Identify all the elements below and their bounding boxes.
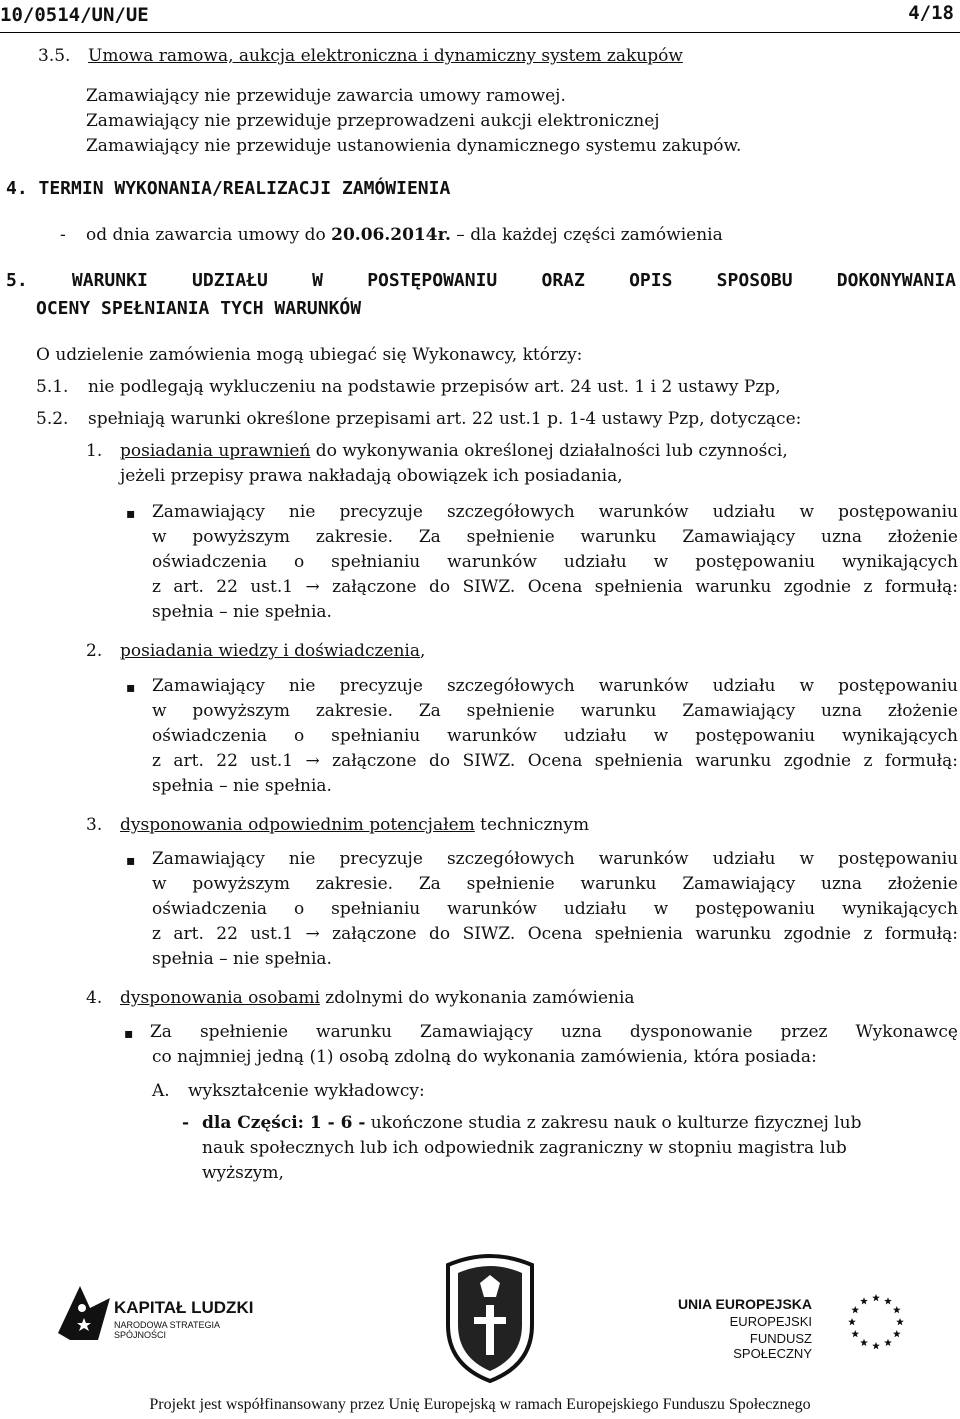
cond-4-underlined: dysponowania osobami xyxy=(120,988,320,1008)
cond-3-underlined: dysponowania odpowiednim potencjałem xyxy=(120,815,475,835)
cond-1-line-2: jeżeli przepisy prawa nakładają obowiązek ich posiadania, xyxy=(120,466,623,486)
kapital-ludzki-logo xyxy=(50,1278,270,1348)
d-dash: - xyxy=(182,1113,190,1133)
p1-line-3: oświadczenia o spełnianiu warunków udziału w postępowaniu wynikających xyxy=(152,552,958,572)
section-5-heading-line-1: 5. WARUNKI UDZIAŁU W POSTĘPOWANIU ORAZ OPIS SPOSOBU DOKONYWANIA xyxy=(6,270,956,291)
eu-star-icon xyxy=(872,1294,880,1301)
eu-star-icon xyxy=(851,1306,859,1313)
page-number: 4/18 xyxy=(908,2,954,24)
eu-star-icon xyxy=(893,1330,901,1337)
section-4-dash: - xyxy=(60,225,66,245)
eu-star-icon xyxy=(860,1297,868,1304)
term-text: od dnia zawarcia umowy do xyxy=(86,225,332,245)
p2-line-2: w powyższym zakresie. Za spełnienie warunku Zamawiający uzna złożenie xyxy=(152,701,958,721)
kapital-ludzki-emblem-icon xyxy=(50,1278,120,1348)
cond-2-underlined: posiadania wiedzy i doświadczenia xyxy=(120,641,420,661)
s35-line-1: Zamawiający nie przewiduje zawarcia umowy ramowej. xyxy=(86,86,566,106)
cond-3-text xyxy=(120,815,589,835)
p2-line-5: spełnia – nie spełnia. xyxy=(152,776,332,796)
cond-3-number: 3. xyxy=(86,815,103,835)
p2-line-3: oświadczenia o spełnianiu warunków udziału w postępowaniu wynikających xyxy=(152,726,958,746)
p52-number: 5.2. xyxy=(36,409,69,429)
item-a-text: wykształcenie wykładowcy: xyxy=(188,1081,425,1101)
p1-line-5: spełnia – nie spełnia. xyxy=(152,602,332,622)
eu-star-icon xyxy=(851,1330,859,1337)
eu-star-icon xyxy=(884,1297,892,1304)
d-line-2: nauk społecznych lub ich odpowiednik zagraniczny w stopniu magistra lub xyxy=(202,1138,847,1158)
eu-star-icon xyxy=(893,1306,901,1313)
section-3-5-title: Umowa ramowa, aukcja elektroniczna i dynamiczny system zakupów xyxy=(88,46,683,66)
footer-note: Projekt jest współfinansowany przez Unię Europejską w ramach Europejskiego Funduszu Społecznego xyxy=(149,1396,811,1413)
header-rule xyxy=(0,32,960,33)
p3-line-5: spełnia – nie spełnia. xyxy=(152,949,332,969)
p2-line-1: Zamawiający nie precyzuje szczegółowych warunków udziału w postępowaniu xyxy=(152,676,958,696)
p52-text: spełniają warunki określone przepisami art. 22 ust.1 p. 1-4 ustawy Pzp, dotyczące: xyxy=(88,409,802,429)
p3-line-4: z art. 22 ust.1 → załączone do SIWZ. Ocena spełnienia warunku zgodnie z formułą: xyxy=(152,924,958,944)
kl-title: KAPITAŁ LUDZKI xyxy=(114,1298,254,1317)
s35-line-3: Zamawiający nie przewiduje ustanowienia dynamicznego systemu zakupów. xyxy=(86,136,742,156)
academy-emblem xyxy=(440,1245,540,1385)
cond-2-text xyxy=(120,641,425,661)
p3-line-3: oświadczenia o spełnianiu warunków udziału w postępowaniu wynikających xyxy=(152,899,958,919)
d-line-1 xyxy=(202,1113,861,1133)
document-id: 10/0514/UN/UE xyxy=(0,4,149,26)
eu-line-1: UNIA EUROPEJSKA xyxy=(677,1296,812,1312)
kl-subtitle: NARODOWA STRATEGIA SPÓJNOŚCI xyxy=(114,1320,220,1340)
eu-stars-icon xyxy=(844,1290,908,1354)
p3-line-1: Zamawiający nie precyzuje szczegółowych warunków udziału w postępowaniu xyxy=(152,849,958,869)
section-5-heading-line-2: OCENY SPEŁNIANIA TYCH WARUNKÓW xyxy=(36,298,362,319)
section-3-5-number: 3.5. xyxy=(38,46,71,66)
cond-2-rest: , xyxy=(420,641,426,661)
term-date: 20.06.2014r. xyxy=(331,225,451,245)
p1-line-2: w powyższym zakresie. Za spełnienie warunku Zamawiający uzna złożenie xyxy=(152,527,958,547)
bullet-2: ▪ xyxy=(126,680,136,696)
section-4-term xyxy=(86,225,723,245)
eu-star-icon xyxy=(896,1318,904,1325)
bullet-1: ▪ xyxy=(126,506,136,522)
eu-star-icon xyxy=(848,1318,856,1325)
cond-1-rest: do wykonywania określonej działalności lub czynności, xyxy=(310,441,788,461)
cond-4-rest: zdolnymi do wykonania zamówienia xyxy=(319,988,635,1008)
section-5-intro: O udzielenie zamówienia mogą ubiegać się Wykonawcy, którzy: xyxy=(36,345,583,365)
p1-line-1: Zamawiający nie precyzuje szczegółowych warunków udziału w postępowaniu xyxy=(152,502,958,522)
p4-line-2: co najmniej jedną (1) osobą zdolną do wykonania zamówienia, która posiada: xyxy=(152,1047,817,1067)
p4-line-1: Za spełnienie warunku Zamawiający uzna dysponowanie przez Wykonawcę xyxy=(150,1022,958,1042)
cond-1-underlined: posiadania uprawnień xyxy=(120,441,311,461)
eu-star-icon xyxy=(872,1342,880,1349)
eu-star-icon xyxy=(884,1339,892,1346)
eu-line-2: EUROPEJSKI xyxy=(729,1314,812,1329)
academy-shield-icon xyxy=(440,1245,540,1385)
p1-line-4: z art. 22 ust.1 → załączone do SIWZ. Ocena spełnienia warunku zgodnie z formułą: xyxy=(152,577,958,597)
eu-line-3: FUNDUSZ SPOŁECZNY xyxy=(733,1331,812,1361)
cond-1-number: 1. xyxy=(86,441,103,461)
item-a-letter: A. xyxy=(152,1081,170,1101)
cond-4-text xyxy=(120,988,635,1008)
s35-line-2: Zamawiający nie przewiduje przeprowadzeni aukcji elektronicznej xyxy=(86,111,660,131)
eu-logo xyxy=(672,1296,942,1361)
d-bold: dla Części: 1 - 6 - xyxy=(202,1113,366,1133)
cond-2-number: 2. xyxy=(86,641,103,661)
d-line-3: wyższym, xyxy=(202,1163,284,1183)
d-rest: ukończone studia z zakresu nauk o kulturze fizycznej lub xyxy=(365,1113,862,1133)
p51-number: 5.1. xyxy=(36,377,69,397)
eu-star-icon xyxy=(860,1339,868,1346)
p3-line-2: w powyższym zakresie. Za spełnienie warunku Zamawiający uzna złożenie xyxy=(152,874,958,894)
cond-3-rest: technicznym xyxy=(474,815,590,835)
cond-1-text xyxy=(120,441,788,461)
p2-line-4: z art. 22 ust.1 → załączone do SIWZ. Ocena spełnienia warunku zgodnie z formułą: xyxy=(152,751,958,771)
p51-text: nie podlegają wykluczeniu na podstawie przepisów art. 24 ust. 1 i 2 ustawy Pzp, xyxy=(88,377,781,397)
section-4-heading: 4. TERMIN WYKONANIA/REALIZACJI ZAMÓWIENIA xyxy=(6,178,451,199)
bullet-3: ▪ xyxy=(126,853,136,869)
cond-4-number: 4. xyxy=(86,988,103,1008)
bullet-4: ▪ xyxy=(124,1026,134,1042)
term-suffix: – dla każdej części zamówienia xyxy=(450,225,723,245)
